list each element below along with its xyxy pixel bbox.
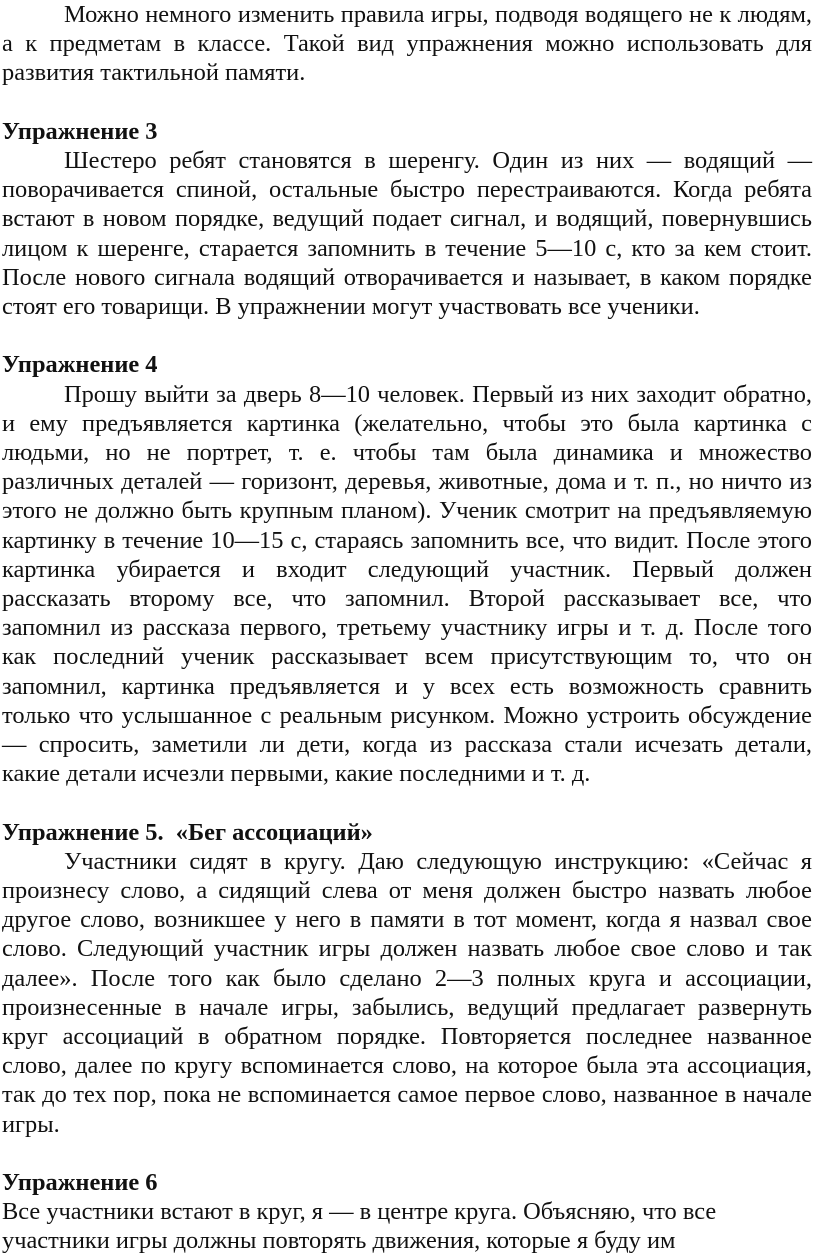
- exercise-4-paragraph: Прошу выйти за дверь 8—10 человек. Первый из них заходит обратно, и ему предъявляется картинка (желательно, чтобы это была картинка с людьми, но не портрет, т. е. чтобы там была динамика и множество различных деталей — горизонт, деревья, животные, дома и т. п., но ничто из этого не должно быть крупным планом). Ученик смотрит на предъявляемую картинку в течение 10—15 с, стараясь запомнить все, что видит. После этого картинка убирается и входит следующий участник. Первый должен рассказать второму все, что запомнил. Второй рассказывает все, что запомнил из рассказа первого, третьему участнику игры и т. д. После того как последний ученик рассказывает всем присутствующим то, что он запомнил, картинка предъявляется и у всех есть возможность сравнить только что услышанное с реальным рисунком. Можно устроить обсуждение — спросить, заметили ли дети, когда из рассказа стали исчезать детали, какие детали исчезли первыми, какие последними и т. д.: [2, 380, 812, 788]
- exercise-5-heading: Упражнение 5. «Бег ассоциаций»: [2, 818, 373, 846]
- paragraph-gap: [2, 321, 812, 350]
- exercise-6-heading: Упражнение 6: [2, 1169, 158, 1197]
- paragraph-gap: [2, 88, 812, 117]
- exercise-6-line-1: Все участники встают в круг, я — в центре круга. Объясняю, что все: [2, 1198, 717, 1226]
- intro-paragraph: Можно немного изменить правила игры, подводя водящего не к людям, а к предметам в классе. Такой вид упражнения можно использовать для развития тактильной памяти.: [2, 1, 812, 87]
- exercise-6-line-2: участники игры должны повторять движения, которые я буду им: [2, 1227, 676, 1255]
- paragraph-gap: [2, 1139, 812, 1168]
- paragraph-gap: [2, 788, 812, 817]
- exercise-4-heading: Упражнение 4: [2, 351, 158, 379]
- exercise-3-paragraph: Шестеро ребят становятся в шеренгу. Один из них — водящий — поворачивается спиной, остальные быстро перестраиваются. Когда ребята встают в новом порядке, ведущий подает сигнал, и водящий, повернувшись лицом к шеренге, старается запомнить в течение 5—10 с, кто за кем стоит. После нового сигнала водящий отворачивается и называет, в каком порядке стоят его товарищи. В упражнении могут участвовать все ученики.: [2, 147, 812, 321]
- exercise-3-heading: Упражнение 3: [2, 117, 158, 145]
- exercise-5-paragraph: Участники сидят в кругу. Даю следующую инструкцию: «Сейчас я произнесу слово, а сидящий слева от меня должен быстро назвать любое другое слово, возникшее у него в памяти в тот момент, когда я назвал свое слово. Следующий участник игры должен назвать любое свое слово и так далее». После того как было сделано 2—3 полных круга и ассоциации, произнесенные в начале игры, забылись, ведущий предлагает развернуть круг ассоциаций в обратном порядке. Повторяется последнее названное слово, далее по кругу вспоминается слово, на которое была эта ассоциация, так до тех пор, пока не вспоминается самое первое слово, названное в начале игры.: [2, 847, 812, 1138]
